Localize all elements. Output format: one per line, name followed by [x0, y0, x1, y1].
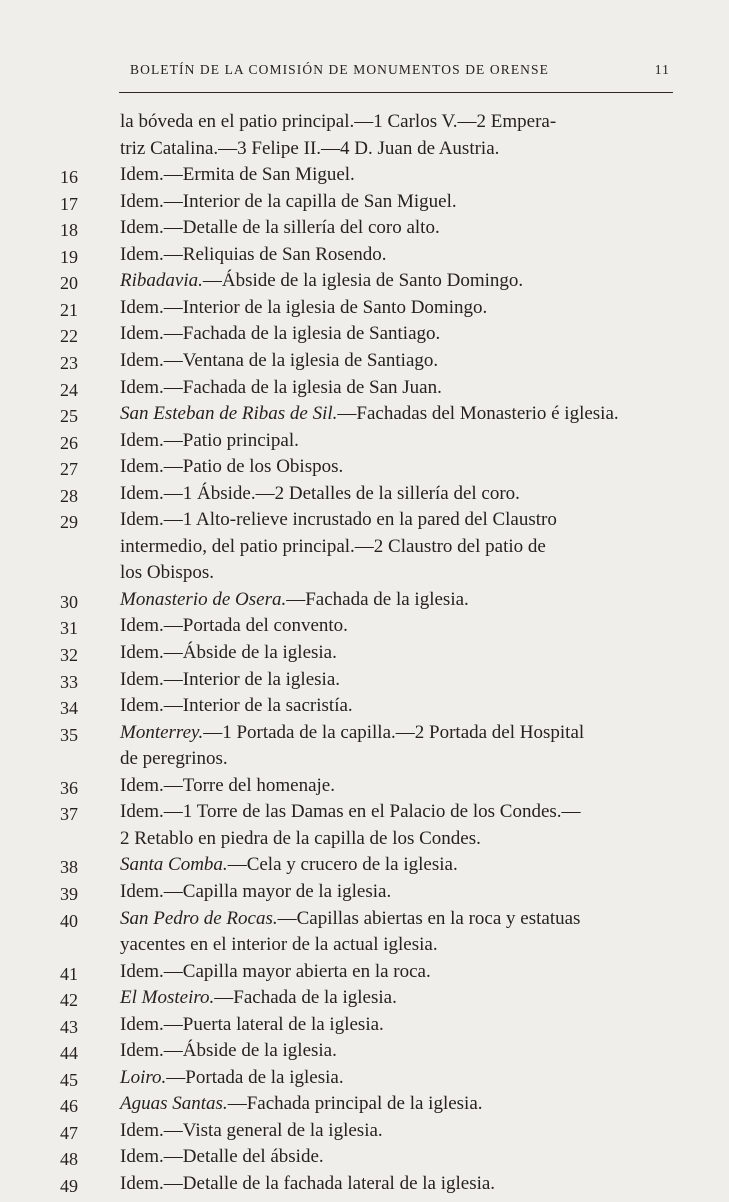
- journal-title: BOLETÍN DE LA COMISIÓN DE MONUMENTOS DE ORENSE: [130, 62, 549, 77]
- entry-text: Idem.—Torre del homenaje.: [120, 774, 335, 796]
- entry-number: 27: [60, 459, 78, 480]
- entry-number: 41: [60, 963, 78, 984]
- entry-text: Idem.—Detalle de la fachada lateral de la iglesia.: [120, 1173, 496, 1194]
- entry-number: 43: [60, 1016, 78, 1037]
- entry-line: [120, 322, 440, 346]
- entry-number: 48: [60, 1149, 78, 1170]
- entry-line: [120, 907, 580, 931]
- entry-text: Idem.—Interior de la iglesia.: [120, 668, 341, 690]
- entry-number: 30: [60, 591, 78, 612]
- entry-line: [120, 880, 391, 904]
- entry-line: [120, 429, 299, 453]
- entry-text: —Fachadas del Monasterio é iglesia.: [337, 403, 619, 425]
- entry-line: [120, 668, 340, 692]
- place-name: Santa Comba.: [120, 854, 228, 876]
- entry-number: 20: [60, 273, 78, 294]
- entry-text: Idem.—Ábside de la iglesia.: [120, 642, 337, 663]
- entry-number: 49: [60, 1176, 78, 1196]
- entry-line: [120, 216, 440, 240]
- entry-text: Idem.—Portada del convento.: [120, 615, 348, 637]
- entry-line: [120, 376, 442, 400]
- entry-line: [120, 800, 581, 824]
- entry-number: 16: [60, 167, 78, 188]
- entry-line: [120, 455, 343, 479]
- entry-text: Idem.—Fachada de la iglesia de San Juan.: [120, 376, 442, 398]
- entry-number: 36: [60, 777, 78, 798]
- entry-number: 47: [60, 1122, 78, 1143]
- entry-text: Idem.—Detalle del ábside.: [120, 1146, 324, 1168]
- entry-number: 26: [60, 432, 78, 453]
- entry-line: [120, 774, 335, 798]
- entry-text: de peregrinos.: [120, 748, 228, 770]
- entry-number: 23: [60, 352, 78, 373]
- entry-line: [120, 269, 523, 293]
- place-name: Monterrey.: [120, 721, 204, 743]
- entry-line: [120, 933, 438, 957]
- entry-text: yacentes en el interior de la actual iglesia.: [120, 934, 438, 956]
- entry-text: —Portada de la iglesia.: [166, 1066, 344, 1088]
- header-rule: [119, 92, 673, 93]
- entry-line: [120, 535, 546, 559]
- entry-text: Idem.—Capilla mayor abierta en la roca.: [120, 960, 431, 982]
- entry-text: Idem.—Interior de la iglesia de Santo Domingo.: [120, 296, 488, 318]
- page-number: 11: [654, 62, 670, 77]
- entry-text: Idem.—Puerta lateral de la iglesia.: [120, 1013, 384, 1035]
- entry-number: 42: [60, 990, 78, 1011]
- entry-text: Idem.—Ábside de la iglesia.: [120, 1040, 337, 1062]
- entry-line: [120, 827, 481, 851]
- entry-number: 33: [60, 671, 78, 692]
- entry-text: Idem.—Interior de la capilla de San Miguel.: [120, 190, 457, 212]
- entry-text: —Ábside de la iglesia de Santo Domingo.: [202, 270, 524, 292]
- entry-number: 18: [60, 220, 78, 241]
- entry-line: [120, 163, 355, 187]
- entry-number: 44: [60, 1043, 78, 1064]
- entry-line: [120, 986, 397, 1010]
- entry-line: [120, 1039, 337, 1063]
- entry-number: 22: [60, 326, 78, 347]
- entry-line: [120, 960, 431, 984]
- place-name: San Esteban de Ribas de Sil.: [120, 403, 338, 425]
- entry-number: 45: [60, 1069, 78, 1090]
- entry-line: [120, 402, 619, 426]
- entry-text: —Fachada principal de la iglesia.: [227, 1093, 483, 1115]
- entry-text: Idem.—Detalle de la sillería del coro alto.: [120, 217, 440, 239]
- entry-line: [120, 137, 499, 161]
- place-name: San Pedro de Rocas.: [120, 907, 278, 929]
- entry-number: 35: [60, 724, 78, 745]
- entry-number: 19: [60, 246, 78, 267]
- entry-line: [120, 190, 457, 214]
- place-name: Ribadavia.: [120, 270, 203, 292]
- entry-text: Idem.—Reliquias de San Rosendo.: [120, 243, 387, 265]
- place-name: Aguas Santas.: [120, 1093, 228, 1115]
- entry-text: 2 Retablo en piedra de la capilla de los Condes.: [120, 827, 481, 849]
- entry-line: [120, 694, 353, 718]
- entry-line: [120, 614, 348, 638]
- entry-text: Idem.—Capilla mayor de la iglesia.: [120, 880, 392, 902]
- entry-text: —1 Portada de la capilla.—2 Portada del Hospital: [203, 721, 585, 743]
- entry-text: Idem.—Fachada de la iglesia de Santiago.: [120, 323, 441, 345]
- entry-line: [120, 1066, 344, 1090]
- entry-text: Idem.—1 Ábside.—2 Detalles de la sillería del coro.: [120, 482, 520, 504]
- entry-line: [120, 243, 387, 267]
- place-name: Monasterio de Osera.: [120, 588, 287, 610]
- entry-text: triz Catalina.—3 Felipe II.—4 D. Juan de Austria.: [120, 137, 500, 159]
- entry-line: [120, 296, 487, 320]
- entry-number: 32: [60, 645, 78, 665]
- entry-number: 24: [60, 379, 78, 400]
- entry-text: Idem.—1 Alto-relieve incrustado en la pared del Claustro: [120, 509, 557, 531]
- entry-line: [120, 1172, 495, 1196]
- place-name: Loiro.: [120, 1066, 167, 1088]
- entry-text: Idem.—Vista general de la iglesia.: [120, 1119, 383, 1141]
- entry-text: los Obispos.: [120, 562, 214, 584]
- entry-number: 21: [60, 299, 78, 320]
- entry-text: —Fachada de la iglesia.: [214, 987, 397, 1009]
- entry-line: [120, 747, 228, 771]
- entry-line: [120, 588, 469, 612]
- entry-line: [120, 721, 584, 745]
- entry-text: Idem.—Interior de la sacristía.: [120, 695, 353, 717]
- entry-text: —Capillas abiertas en la roca y estatuas: [277, 907, 581, 929]
- entry-text: intermedio, del patio principal.—2 Claustro del patio de: [120, 535, 546, 557]
- entry-line: [120, 853, 458, 877]
- entry-text: Idem.—Patio de los Obispos.: [120, 456, 344, 478]
- entry-text: —Cela y crucero de la iglesia.: [227, 854, 458, 876]
- entry-number: 38: [60, 857, 78, 878]
- entry-number: 31: [60, 618, 78, 639]
- entry-number: 34: [60, 698, 78, 719]
- entry-number: 28: [60, 485, 78, 506]
- entry-number: 37: [60, 804, 78, 825]
- entry-text: Idem.—Ermita de San Miguel.: [120, 164, 355, 186]
- entry-number: 17: [60, 193, 78, 214]
- entry-text: Idem.—Ventana de la iglesia de Santiago.: [120, 349, 439, 371]
- entry-text: —Fachada de la iglesia.: [286, 588, 469, 610]
- entry-line: [120, 1013, 384, 1037]
- entry-line: [120, 482, 520, 506]
- entry-line: [120, 349, 438, 373]
- entry-line: [120, 561, 214, 585]
- entry-text: Idem.—Patio principal.: [120, 429, 299, 451]
- entry-line: [120, 110, 556, 134]
- entry-number: 25: [60, 406, 78, 427]
- entry-line: [120, 1092, 483, 1116]
- place-name: El Mosteiro.: [120, 987, 215, 1009]
- entry-line: [120, 641, 337, 665]
- entry-line: [120, 1145, 324, 1169]
- entry-line: [120, 1119, 383, 1143]
- entry-number: 39: [60, 883, 78, 904]
- entry-number: 40: [60, 910, 78, 931]
- entry-number: 46: [60, 1096, 78, 1117]
- entry-text: Idem.—1 Torre de las Damas en el Palacio de los Condes.—: [120, 801, 581, 823]
- entry-number: 29: [60, 512, 78, 533]
- entry-text: la bóveda en el patio principal.—1 Carlos V.—2 Empera-: [120, 111, 557, 132]
- entry-line: [120, 508, 557, 532]
